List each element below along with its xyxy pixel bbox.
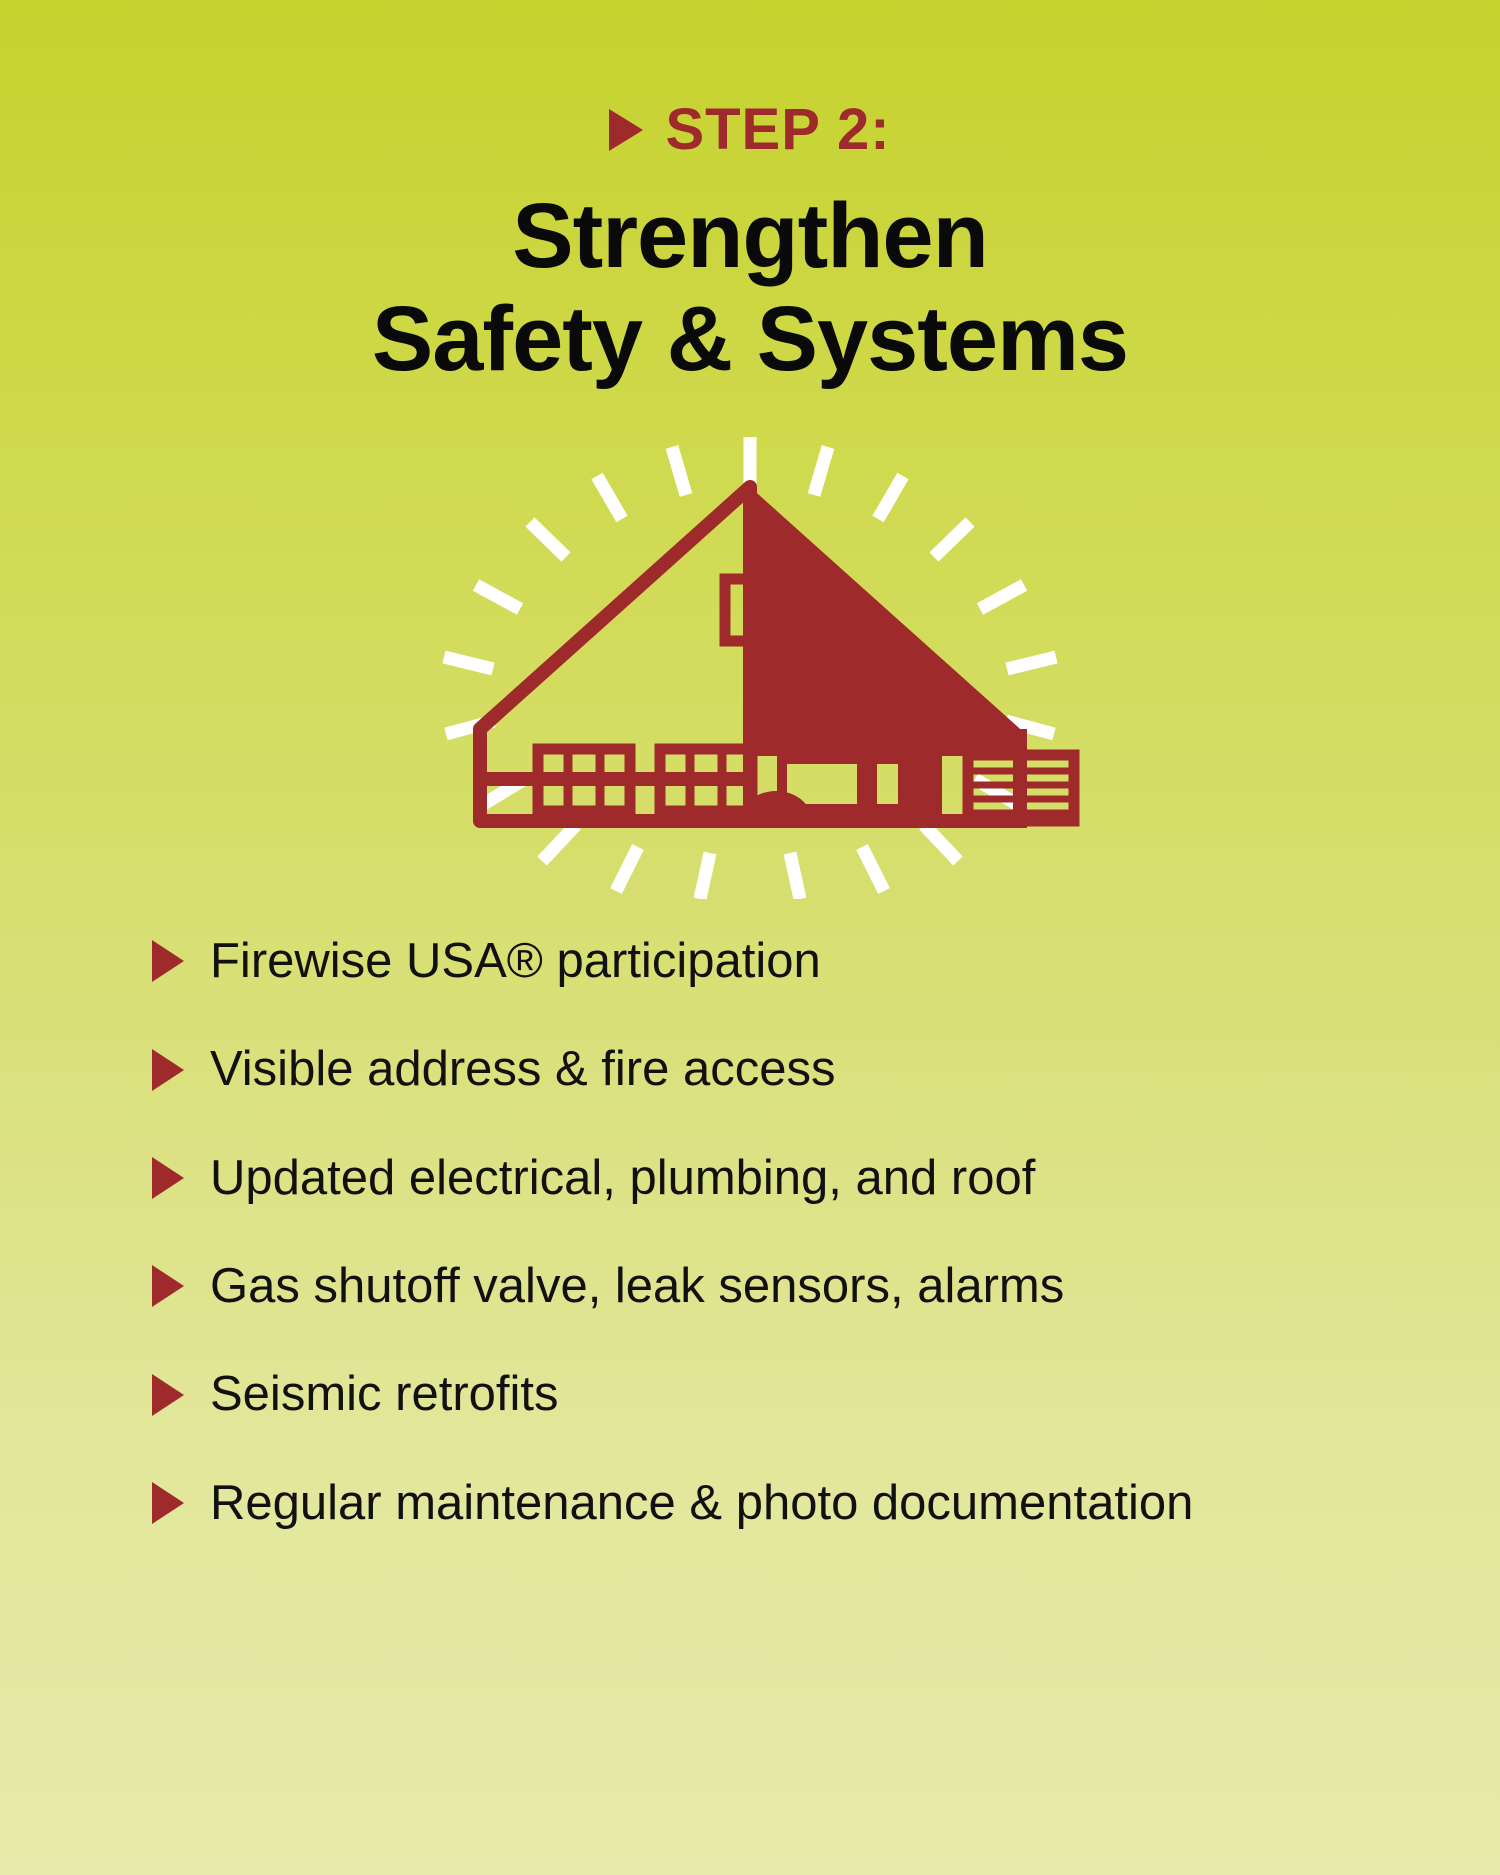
triangle-right-icon <box>152 1265 184 1307</box>
illustration-house-with-rays <box>0 429 1500 899</box>
list-item <box>152 1041 1500 1097</box>
list-item <box>152 1150 1500 1206</box>
list-item-label: Seismic retrofits <box>210 1367 559 1422</box>
list-item-label: Firewise USA® participation <box>210 934 821 989</box>
triangle-right-icon <box>152 940 184 982</box>
list-item-label: Regular maintenance & photo documentation <box>210 1475 1194 1530</box>
triangle-right-icon <box>152 1049 184 1091</box>
step-label: STEP 2: <box>665 97 891 162</box>
list-item <box>152 933 1500 989</box>
page-title <box>0 185 1500 391</box>
house-shape <box>480 487 1074 823</box>
triangle-right-icon <box>152 1374 184 1416</box>
list-item <box>152 1258 1500 1314</box>
step-header <box>0 0 1500 163</box>
triangle-right-icon <box>152 1482 184 1524</box>
list-item-label: Visible address & fire access <box>210 1042 836 1097</box>
house-illustration-svg <box>320 429 1180 899</box>
bullet-list <box>0 933 1500 1531</box>
title-line-1: Strengthen <box>512 185 988 287</box>
list-item-label: Updated electrical, plumbing, and roof <box>210 1150 1036 1205</box>
title-line-2: Safety & Systems <box>371 288 1129 391</box>
triangle-right-icon <box>152 1157 184 1199</box>
list-item <box>152 1475 1500 1531</box>
triangle-right-icon <box>609 109 643 151</box>
list-item <box>152 1366 1500 1422</box>
list-item-label: Gas shutoff valve, leak sensors, alarms <box>210 1259 1065 1314</box>
